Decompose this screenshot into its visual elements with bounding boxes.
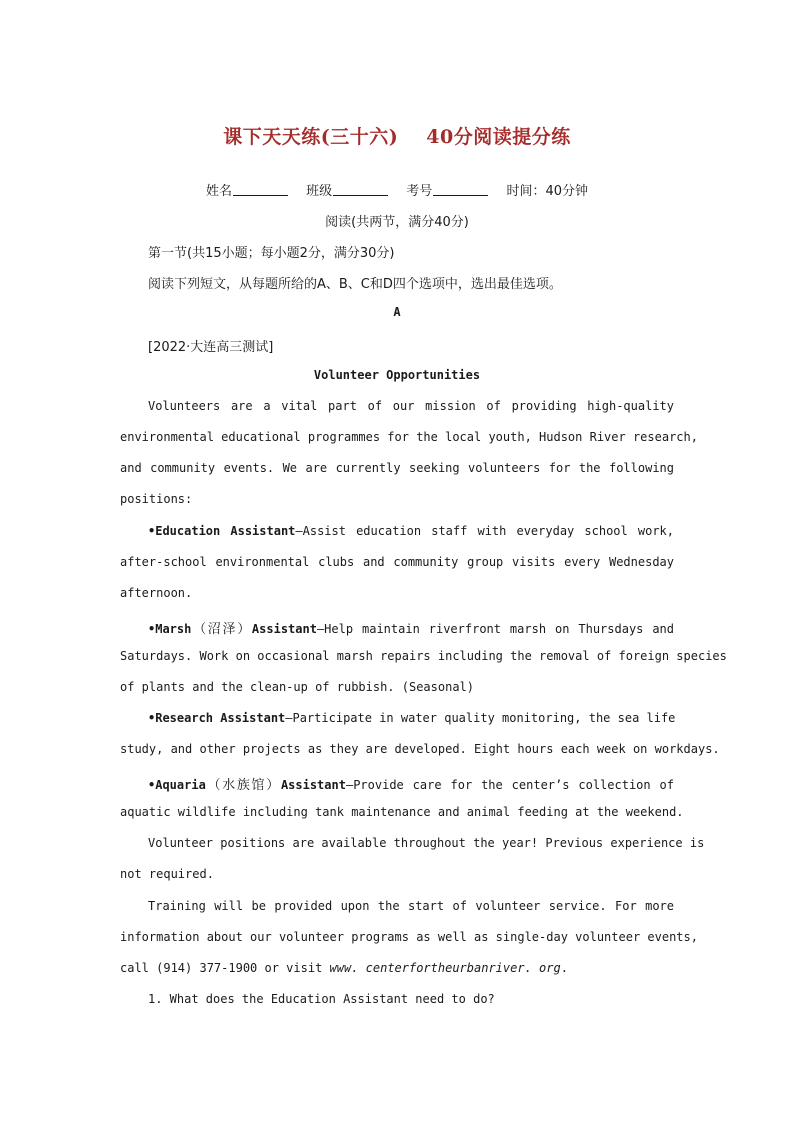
part1-description: 第一节(共15小题；每小题2分，满分30分) [148, 246, 395, 261]
passage-letter: A [393, 305, 401, 319]
source-tag: [2022·大连高三测试] [148, 340, 274, 355]
title-part1: 课下天天练(三十六) [223, 126, 399, 148]
aquaria-label-a: •Aquaria [148, 778, 206, 792]
p3-line1: Training will be provided upon the start of volunteer service. For more [148, 899, 674, 913]
name-blank[interactable] [233, 183, 288, 196]
info-row [0, 180, 794, 199]
website-link[interactable]: www. centerfortheurbanriver. org [329, 961, 561, 975]
section-header: 阅读(共两节，满分40分) [325, 215, 469, 230]
class-label: 班级 [306, 184, 333, 199]
p1-line3: and community events. We are currently seeking volunteers for the following [120, 461, 674, 475]
marsh-text: —Help maintain riverfront marsh on Thursdays and [316, 622, 674, 636]
id-label: 考号 [406, 184, 433, 199]
contact-text: call (914) 377-1900 or visit [120, 961, 330, 975]
instruction: 阅读下列短文，从每题所给的A、B、C和D四个选项中，选出最佳选项。 [148, 277, 562, 292]
page-title [0, 122, 794, 149]
bullet-education-line2: after-school environmental clubs and community group visits every Wednesday [120, 555, 674, 569]
aquaria-zh: （水族馆） [205, 778, 281, 793]
question-1: 1. What does the Education Assistant need to do? [148, 992, 495, 1006]
bullet-education-line3: afternoon. [120, 586, 193, 600]
bullet-research-line2: study, and other projects as they are developed. Eight hours each week on workdays. [120, 742, 720, 756]
aquaria-label-b: Assistant [280, 778, 346, 792]
education-assistant-text: —Assist education staff with everyday school work, [295, 524, 674, 538]
p3-line2: information about our volunteer programs as well as single-day volunteer events, [120, 930, 698, 944]
bullet-marsh-line1 [120, 618, 674, 637]
title-part2: 40分阅读提分练 [426, 126, 571, 148]
name-label: 姓名 [205, 184, 232, 199]
class-blank[interactable] [333, 183, 388, 196]
p1-line4: positions: [120, 492, 193, 506]
bullet-research-line1 [120, 711, 674, 725]
marsh-zh: （沼泽） [191, 622, 252, 637]
education-assistant-label: •Education Assistant [148, 524, 296, 538]
bullet-marsh-line2: Saturdays. Work on occasional marsh repairs including the removal of foreign species [120, 649, 727, 663]
time-label: 时间：40分钟 [506, 184, 588, 199]
passage-title: Volunteer Opportunities [313, 368, 481, 382]
contact-end: . [560, 961, 568, 975]
id-blank[interactable] [433, 183, 488, 196]
bullet-education-line1 [120, 524, 674, 538]
p2-line2: not required. [120, 867, 214, 881]
marsh-label-b: Assistant [251, 622, 317, 636]
p2-line1: Volunteer positions are available throughout the year! Previous experience is [148, 836, 705, 850]
bullet-aquaria-line1 [120, 774, 674, 793]
p3-line3 [120, 961, 674, 975]
research-text: —Participate in water quality monitoring, the sea life [285, 711, 676, 725]
bullet-aquaria-line2: aquatic wildlife including tank maintenance and animal feeding at the weekend. [120, 805, 684, 819]
bullet-marsh-line3: of plants and the clean-up of rubbish. (Seasonal) [120, 680, 475, 694]
aquaria-text: —Provide care for the center’s collection of [345, 778, 674, 792]
research-assistant-label: •Research Assistant [148, 711, 286, 725]
marsh-label-a: •Marsh [148, 622, 192, 636]
p1-line1: Volunteers are a vital part of our mission of providing high-quality [148, 399, 674, 413]
p1-line2: environmental educational programmes for the local youth, Hudson River research, [120, 430, 698, 444]
